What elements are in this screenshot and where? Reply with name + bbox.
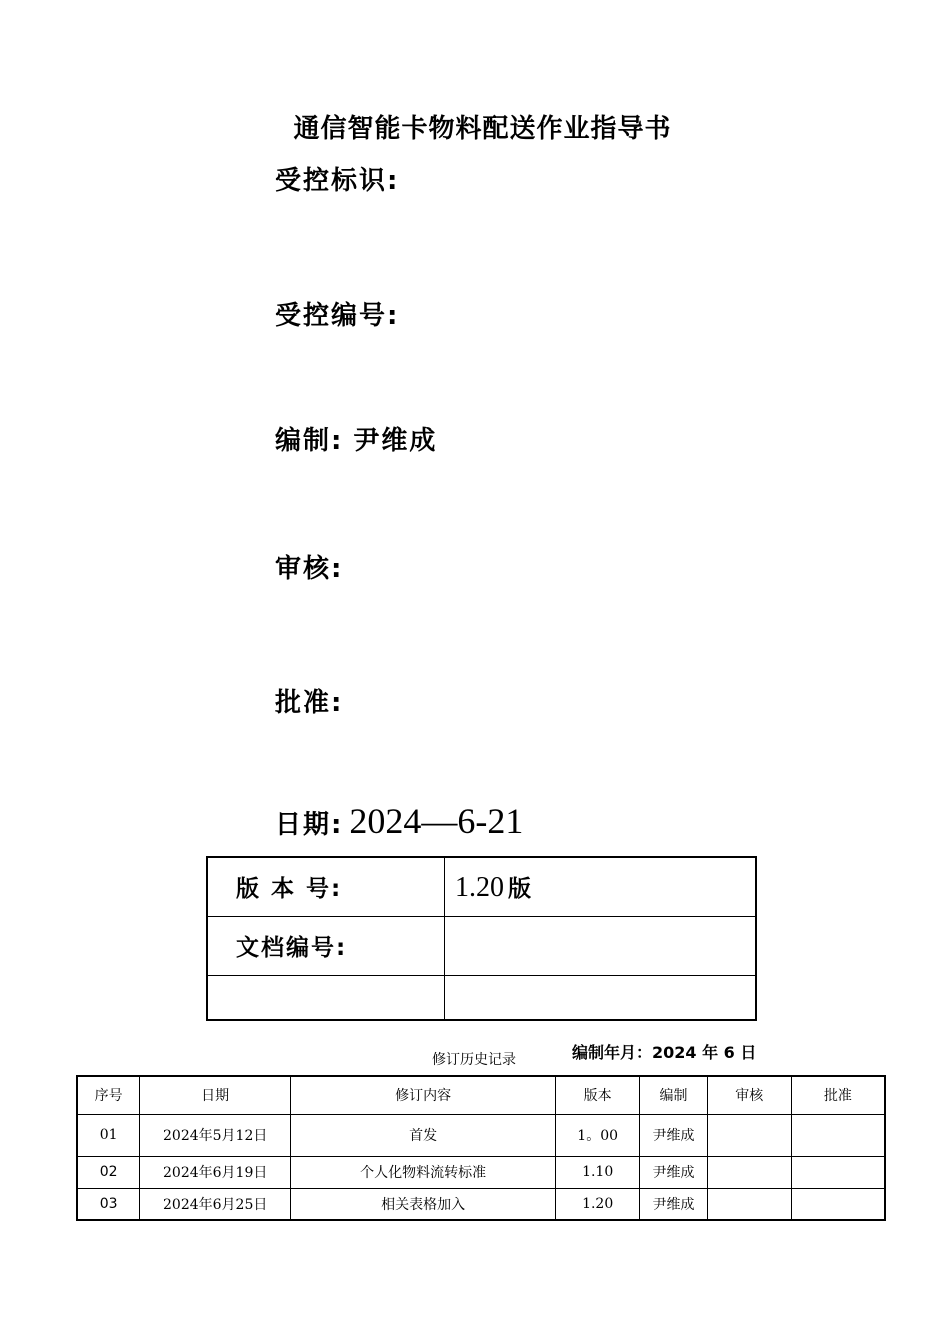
empty-row [207, 975, 756, 1020]
approver-field [275, 682, 343, 719]
table-cell [707, 1114, 791, 1156]
table-row [77, 1156, 885, 1188]
table-cell [791, 1188, 885, 1220]
table-cell: 尹维成 [640, 1114, 708, 1156]
col-header: 修订内容 [291, 1076, 556, 1114]
table-cell: 1。00 [556, 1114, 640, 1156]
control-number-label: 受控编号: [275, 301, 400, 331]
date-label: 日期: [275, 810, 344, 840]
table-cell [791, 1156, 885, 1188]
doc-number-value [445, 916, 757, 975]
approver-label: 批准: [275, 688, 344, 718]
version-value: 1.20 [455, 871, 504, 903]
document-title: 通信智能卡物料配送作业指导书 [293, 114, 672, 144]
table-cell: 首发 [291, 1114, 556, 1156]
col-header: 批准 [791, 1076, 885, 1114]
version-value-cell [445, 857, 757, 916]
date-field [275, 800, 523, 842]
doc-number-row [207, 916, 756, 975]
empty-cell [207, 975, 445, 1020]
table-cell: 1.10 [556, 1156, 640, 1188]
table-cell: 2024年6月25日 [140, 1188, 291, 1220]
author-value: 尹维成 [353, 426, 438, 456]
doc-number-label: 文档编号: [207, 916, 445, 975]
empty-cell [445, 975, 757, 1020]
reviewer-field [275, 548, 343, 585]
version-table [206, 856, 757, 1021]
table-cell: 1.20 [556, 1188, 640, 1220]
col-header: 编制 [640, 1076, 708, 1114]
control-mark-field [275, 160, 399, 197]
reviewer-label: 审核: [275, 554, 344, 584]
col-header: 版本 [556, 1076, 640, 1114]
table-cell [707, 1188, 791, 1220]
table-cell: 2024年5月12日 [140, 1114, 291, 1156]
table-cell: 相关表格加入 [291, 1188, 556, 1220]
control-mark-label: 受控标识: [275, 166, 400, 196]
date-value: 2024—6-21 [349, 801, 524, 841]
compile-date: 编制年月：2024 年 6 日 [572, 1043, 757, 1062]
table-cell: 尹维成 [640, 1188, 708, 1220]
table-cell: 01 [77, 1114, 140, 1156]
table-cell [707, 1156, 791, 1188]
author-field [275, 420, 437, 457]
table-cell: 尹维成 [640, 1156, 708, 1188]
col-header: 日期 [140, 1076, 291, 1114]
revision-history-table [76, 1075, 886, 1221]
history-caption: 修订历史记录 [432, 1052, 516, 1068]
col-header: 审核 [707, 1076, 791, 1114]
version-label: 版 本 号: [207, 857, 445, 916]
table-cell: 个人化物料流转标准 [291, 1156, 556, 1188]
version-suffix: 版 [508, 875, 531, 902]
table-row [77, 1188, 885, 1220]
table-cell: 02 [77, 1156, 140, 1188]
control-number-field [275, 295, 399, 332]
col-header: 序号 [77, 1076, 140, 1114]
table-row [77, 1114, 885, 1156]
author-label: 编制: [275, 426, 344, 456]
table-cell: 2024年6月19日 [140, 1156, 291, 1188]
table-header-row [77, 1076, 885, 1114]
table-cell [791, 1114, 885, 1156]
table-cell: 03 [77, 1188, 140, 1220]
version-row [207, 857, 756, 916]
